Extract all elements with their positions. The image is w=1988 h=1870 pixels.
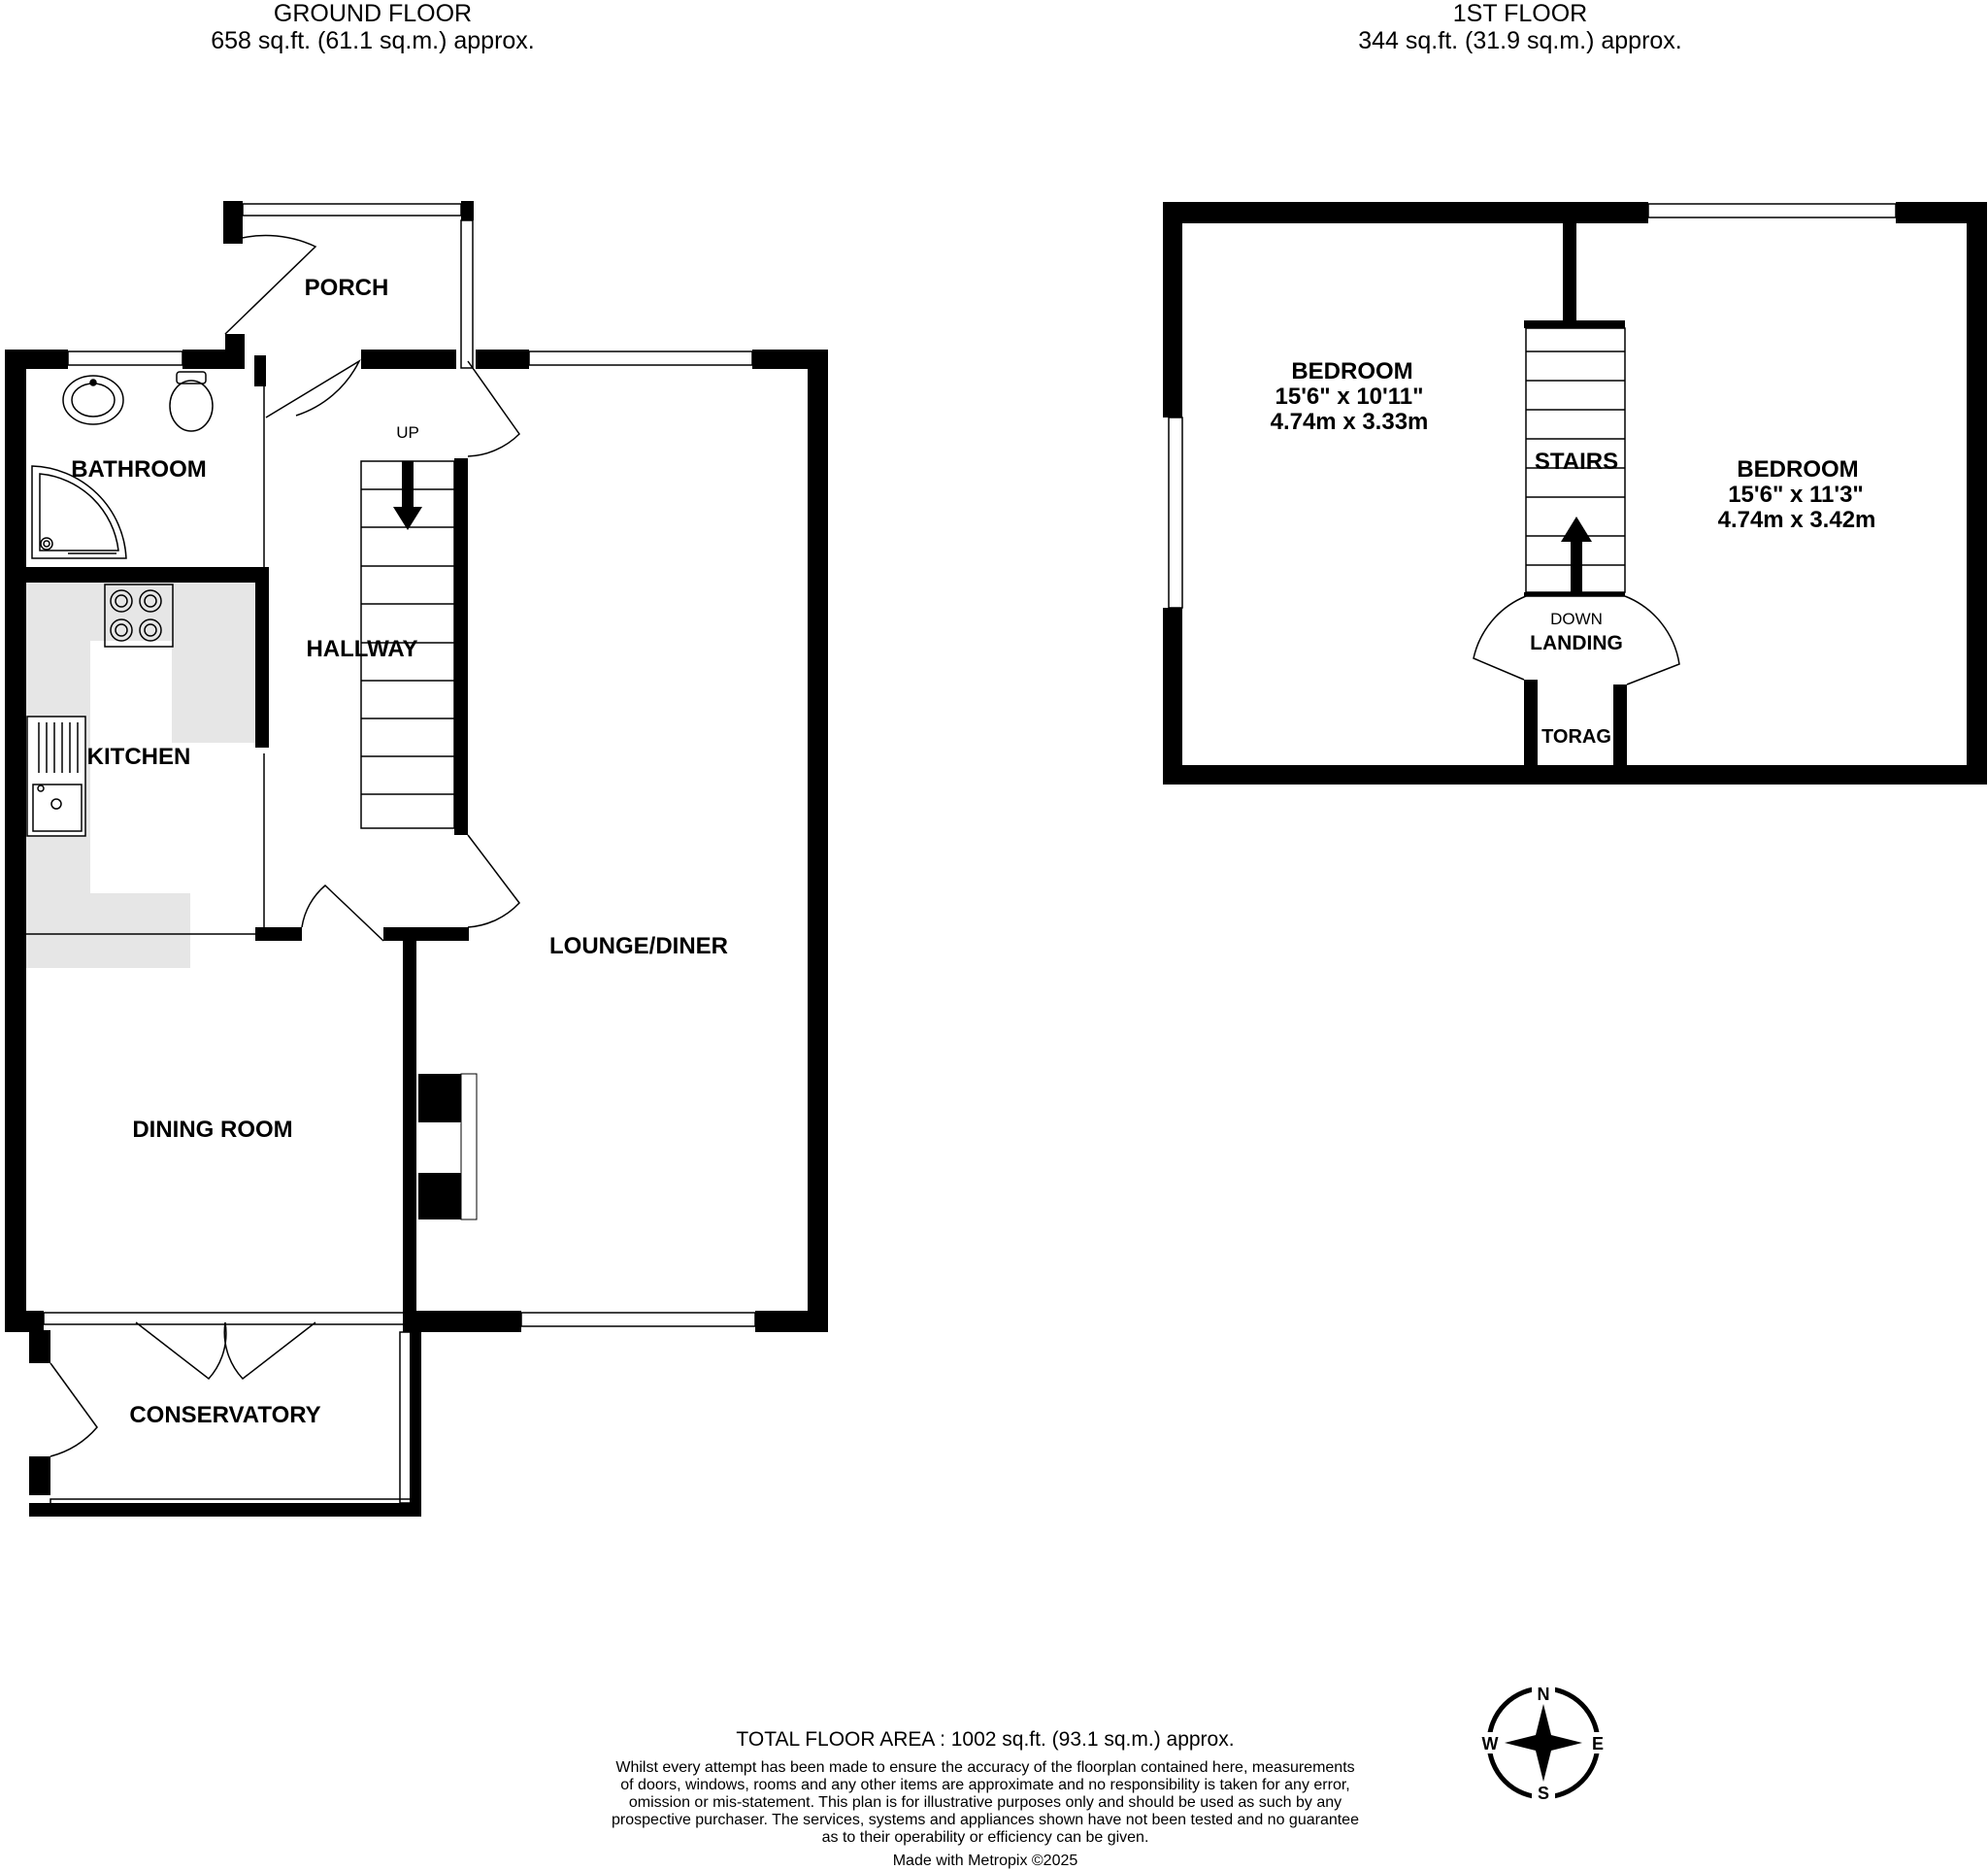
disclaimer-line: as to their operability or efficiency can be given. [821, 1829, 1149, 1846]
ground-floor-walls [5, 201, 828, 1517]
disclaimer [582, 1759, 1388, 1847]
compass-east: E [1591, 1734, 1605, 1753]
made-with-credit: Made with Metropix ©2025 [892, 1853, 1078, 1869]
compass-north: N [1537, 1685, 1550, 1704]
down-label: DOWN [1550, 610, 1603, 628]
storage-label: TORAG [1541, 726, 1611, 748]
bedroom1-metric: 4.74m x 3.33m [1270, 409, 1429, 435]
disclaimer-line: of doors, windows, rooms and any other items are approximate and no responsibility is taken for any error, [620, 1777, 1350, 1793]
conservatory-label: CONSERVATORY [129, 1402, 321, 1428]
stairs-label: STAIRS [1534, 449, 1619, 475]
first-floor-area: 344 sq.ft. (31.9 sq.m.) approx. [1358, 27, 1682, 54]
bedroom2-metric: 4.74m x 3.42m [1717, 507, 1876, 533]
stairs-up-label: UP [396, 423, 419, 442]
compass-west: W [1481, 1734, 1499, 1753]
disclaimer-line: prospective purchaser. The services, systems and appliances shown have not been tested and no guarantee [612, 1812, 1359, 1828]
compass-rose-icon [1479, 1684, 1607, 1803]
ground-floor-title: GROUND FLOOR [273, 0, 473, 27]
stairs-up-arrow-icon [1561, 517, 1592, 592]
compass-south: S [1537, 1784, 1550, 1803]
ground-floor-windows [17, 204, 755, 1511]
dining-room-label: DINING ROOM [132, 1117, 293, 1143]
ground-floor-doors [50, 236, 519, 1456]
hallway-label: HALLWAY [306, 636, 418, 662]
bedroom1-name: BEDROOM [1291, 358, 1413, 384]
ground-floor-area: 658 sq.ft. (61.1 sq.m.) approx. [211, 27, 535, 54]
bathroom-label: BATHROOM [71, 456, 207, 483]
disclaimer-line: Whilst every attempt has been made to ensure the accuracy of the floorplan contained here, measurements [615, 1759, 1355, 1776]
toilet-icon [177, 372, 206, 384]
sink-icon [27, 717, 85, 836]
porch-label: PORCH [304, 275, 389, 301]
bedroom2-name: BEDROOM [1737, 456, 1859, 483]
kitchen-label: KITCHEN [86, 744, 191, 770]
stairs-down-arrow-icon [393, 461, 422, 530]
first-floor-title: 1ST FLOOR [1452, 0, 1588, 27]
bedroom1-imperial: 15'6" x 10'11" [1275, 384, 1424, 410]
landing-label: LANDING [1530, 632, 1623, 654]
ground-floor-plan [5, 201, 828, 1517]
total-floor-area: TOTAL FLOOR AREA : 1002 sq.ft. (93.1 sq.m.) approx. [736, 1728, 1235, 1751]
first-floor-plan [1163, 202, 1987, 785]
disclaimer-line: omission or mis-statement. This plan is for illustrative purposes only and should be used as such by any [628, 1794, 1342, 1811]
lounge-diner-label: LOUNGE/DINER [548, 933, 729, 959]
bedroom2-imperial: 15'6" x 11'3" [1728, 482, 1864, 508]
